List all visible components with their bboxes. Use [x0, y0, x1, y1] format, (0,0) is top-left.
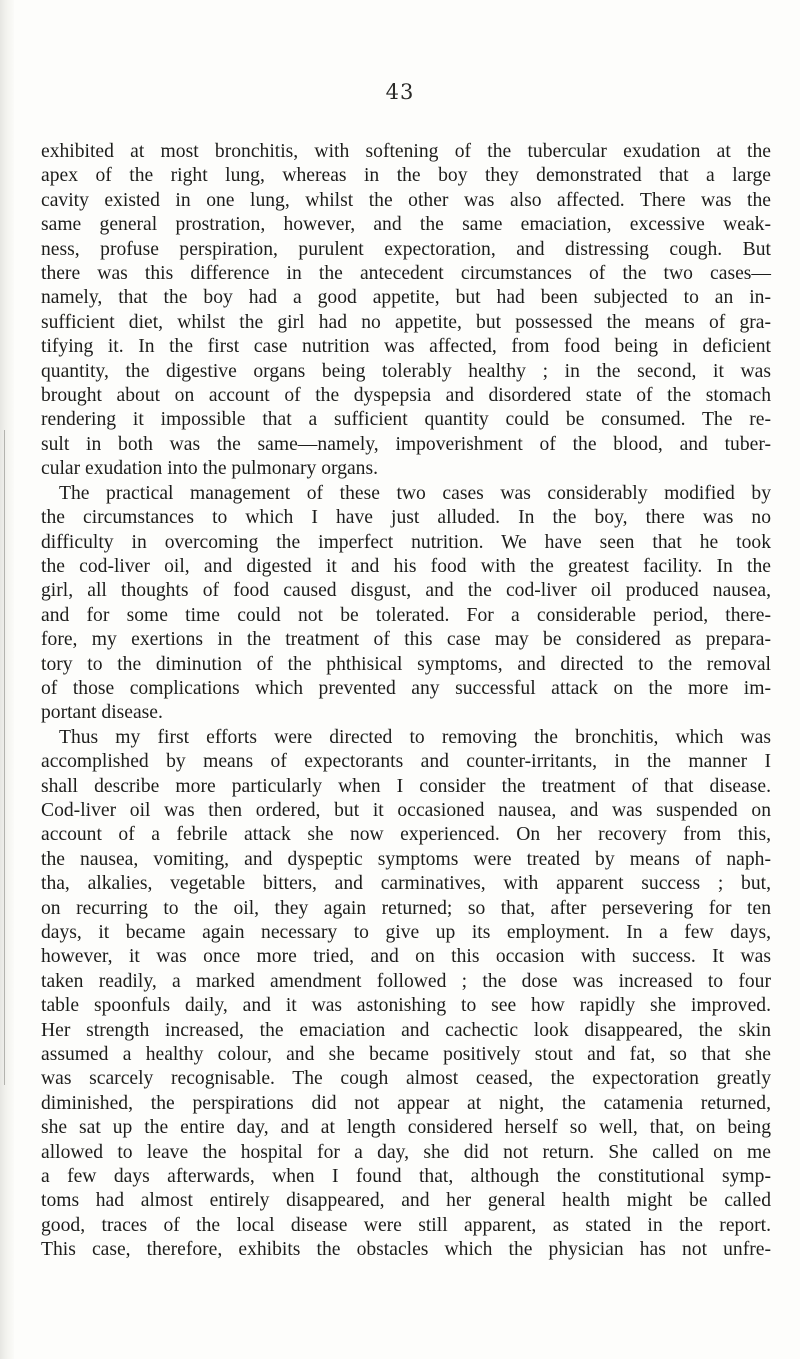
text-line: brought about on account of the dyspepsia and disordered state of the stomach [41, 385, 771, 407]
text-line: assumed a healthy colour, and she became positively stout and fat, so that she [41, 1044, 771, 1066]
text-line: she sat up the entire day, and at length considered herself so well, that, on being [41, 1117, 771, 1139]
text-line: exhibited at most bronchitis, with softening of the tubercular exudation at the [41, 141, 771, 162]
paragraph-2 [41, 482, 771, 726]
text-line: the nausea, vomiting, and dyspeptic symptoms were treated by means of naph- [41, 848, 771, 870]
text-line: days, it became again necessary to give up its employment. In a few days, [41, 922, 771, 943]
text-line: however, it was once more tried, and on this occasion with success. It was [41, 946, 771, 968]
text-line: difficulty in overcoming the imperfect nutrition. We have seen that he took [41, 531, 771, 553]
text-line: toms had almost entirely disappeared, and her general health might be called [41, 1190, 771, 1212]
page-binding-edge [0, 0, 14, 1359]
text-line: portant disease. [41, 702, 163, 724]
text-line: The practical management of these two cases was considerably modified by [59, 482, 771, 504]
text-line: diminished, the perspirations did not appear at night, the catamenia returned, [41, 1092, 771, 1114]
text-line: cavity existed in one lung, whilst the other was also affected. There was the [41, 189, 771, 211]
text-line: the cod-liver oil, and digested it and his food with the greatest facility. In the [41, 555, 771, 577]
page-number: 43 [385, 80, 415, 104]
text-line: shall describe more particularly when I consider the treatment of that disease. [41, 775, 771, 797]
text-line: same general prostration, however, and the same emaciation, excessive weak- [41, 214, 771, 236]
text-line: namely, that the boy had a good appetite, but had been subjected to an in- [41, 287, 771, 309]
text-line: account of a febrile attack she now experienced. On her recovery from this, [41, 824, 771, 846]
binding-shadow-line [4, 430, 5, 1085]
text-line: Her strength increased, the emaciation and cachectic look disappeared, the skin [41, 1019, 771, 1041]
text-line: Thus my first efforts were directed to removing the bronchitis, which was [59, 726, 771, 748]
body-text [41, 140, 771, 1263]
text-line: accomplished by means of expectorants and counter-irritants, in the manner I [41, 751, 771, 773]
text-line: of those complications which prevented any successful attack on the more im- [41, 677, 771, 699]
text-line: sufficient diet, whilst the girl had no appetite, but possessed the means of gra- [41, 311, 771, 333]
text-line: cular exudation into the pulmonary organs. [41, 458, 379, 480]
text-line: and for some time could not be tolerated. For a considerable period, there- [41, 604, 771, 626]
text-line: a few days afterwards, when I found that, although the constitutional symp- [41, 1166, 771, 1188]
text-line: This case, therefore, exhibits the obstacles which the physician has not unfre- [41, 1239, 771, 1261]
text-line: allowed to leave the hospital for a day, she did not return. She called on me [41, 1141, 771, 1163]
text-line: tifying it. In the first case nutrition was affected, from food being in deficient [41, 336, 771, 358]
text-line: good, traces of the local disease were still apparent, as stated in the report. [41, 1214, 771, 1236]
text-line: quantity, the digestive organs being tolerably healthy ; in the second, it was [41, 360, 771, 382]
text-line: the circumstances to which I have just alluded. In the boy, there was no [41, 507, 771, 529]
text-line: fore, my exertions in the treatment of this case may be considered as prepara- [41, 629, 771, 651]
text-line: there was this difference in the antecedent circumstances of the two cases— [41, 263, 771, 285]
paragraph-1 [41, 140, 771, 482]
text-line: rendering it impossible that a sufficient quantity could be consumed. The re- [41, 409, 771, 431]
text-line: tha, alkalies, vegetable bitters, and carminatives, with apparent success ; but, [41, 873, 771, 895]
text-line: table spoonfuls daily, and it was astonishing to see how rapidly she improved. [41, 995, 771, 1017]
text-line: ness, profuse perspiration, purulent expectoration, and distressing cough. But [41, 238, 771, 260]
text-line: apex of the right lung, whereas in the boy they demonstrated that a large [41, 165, 771, 187]
text-line: Cod-liver oil was then ordered, but it occasioned nausea, and was suspended on [41, 799, 771, 821]
text-line: taken readily, a marked amendment followed ; the dose was increased to four [41, 970, 771, 992]
paragraph-3 [41, 726, 771, 1263]
text-line: was scarcely recognisable. The cough almost ceased, the expectoration greatly [41, 1068, 771, 1090]
text-line: on recurring to the oil, they again returned; so that, after persevering for ten [41, 897, 771, 919]
text-line: sult in both was the same—namely, impoverishment of the blood, and tuber- [41, 433, 771, 455]
text-line: tory to the diminution of the phthisical symptoms, and directed to the removal [41, 653, 771, 675]
text-line: girl, all thoughts of food caused disgust, and the cod-liver oil produced nausea, [41, 580, 771, 602]
